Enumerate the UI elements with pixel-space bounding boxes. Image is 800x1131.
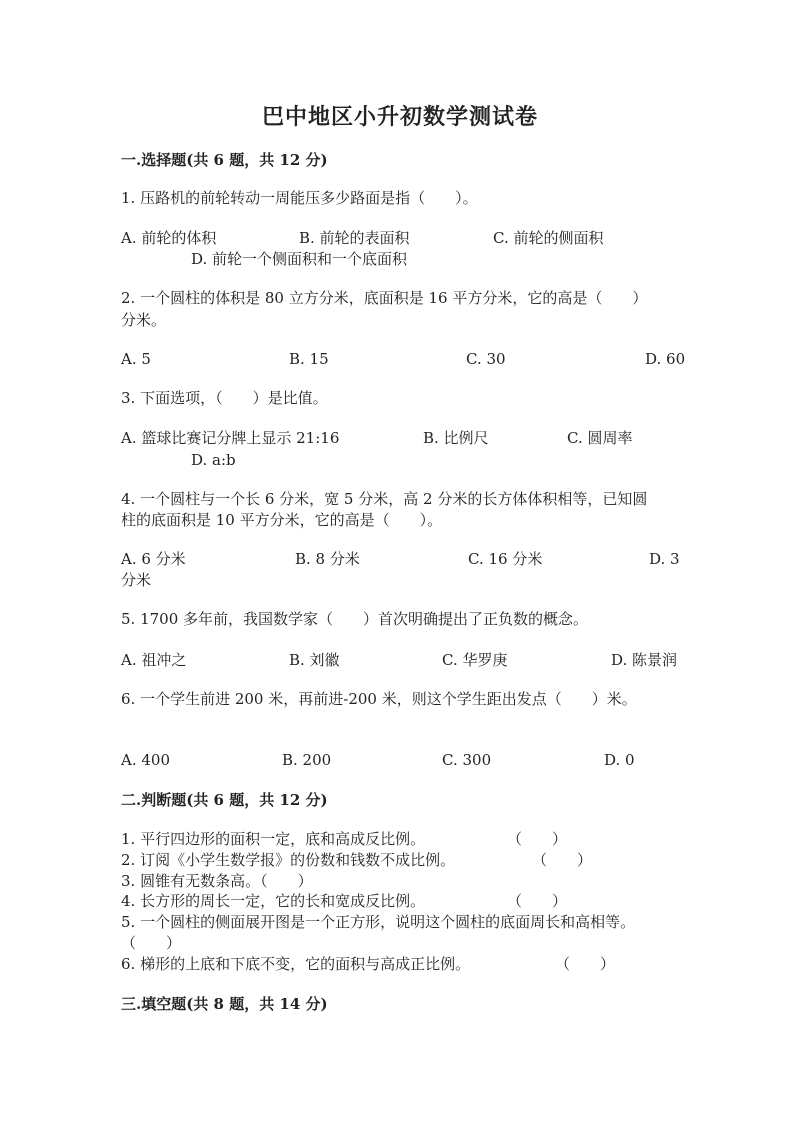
question-2-option-b: B. 15 [289,350,329,368]
judgement-item-2-blank: （ ） [532,851,593,869]
judgement-item-5: 5. 一个圆柱的侧面展开图是一个正方形，说明这个圆柱的底面周长和高相等。 [121,913,636,931]
question-6-option-c: C. 300 [442,751,492,769]
question-1-option-b: B. 前轮的表面积 [299,229,410,247]
question-1-option-a: A. 前轮的体积 [121,229,217,247]
judgement-item-4-blank: （ ） [507,892,568,910]
question-2-option-d: D. 60 [645,350,686,368]
judgement-item-5-blank: （ ） [121,934,182,952]
judgement-item-1: 1. 平行四边形的面积一定，底和高成反比例。 [121,830,426,848]
question-5-option-c: C. 华罗庚 [442,651,508,669]
question-4-stem-line2: 柱的底面积是 10 平方分米，它的高是（ ）。 [121,511,443,529]
question-2-option-c: C. 30 [466,350,506,368]
judgement-item-1-blank: （ ） [507,830,568,848]
question-6-option-a: A. 400 [121,751,170,769]
question-4-option-d-unit: 分米 [121,571,152,589]
question-6-option-b: B. 200 [282,751,332,769]
question-1-option-d: D. 前轮一个侧面积和一个底面积 [191,250,408,268]
question-4-option-a: A. 6 分米 [121,550,186,568]
section-heading-fill-blank: 三.填空题(共 8 题，共 14 分) [121,995,328,1013]
question-4-option-c: C. 16 分米 [468,550,543,568]
judgement-item-6: 6. 梯形的上底和下底不变，它的面积与高成正比例。 [121,955,471,973]
question-3-option-b: B. 比例尺 [423,429,489,447]
question-4-option-d: D. 3 [649,550,680,568]
question-3-stem: 3. 下面选项，（ ）是比值。 [121,389,328,407]
question-4-option-b: B. 8 分米 [295,550,360,568]
question-3-option-d: D. a:b [191,451,236,469]
question-5-option-a: A. 祖冲之 [121,651,187,669]
question-2-option-a: A. 5 [121,350,151,368]
page-title: 巴中地区小升初数学测试卷 [261,104,538,130]
section-heading-judgement: 二.判断题(共 6 题，共 12 分) [121,791,328,809]
judgement-item-3: 3. 圆锥有无数条高。（ ） [121,872,313,890]
question-3-option-a: A. 篮球比赛记分牌上显示 21:16 [121,429,340,447]
judgement-item-6-blank: （ ） [555,955,616,973]
question-3-option-c: C. 圆周率 [567,429,633,447]
judgement-item-4: 4. 长方形的周长一定，它的长和宽成反比例。 [121,892,426,910]
question-2-stem-line1: 2. 一个圆柱的体积是 80 立方分米，底面积是 16 平方分米，它的高是（ ） [121,289,648,307]
question-1-stem: 1. 压路机的前轮转动一周能压多少路面是指（ ）。 [121,189,478,207]
judgement-item-2: 2. 订阅《小学生数学报》的份数和钱数不成比例。 [121,851,456,869]
question-5-option-d: D. 陈景润 [611,651,678,669]
section-heading-choice: 一.选择题(共 6 题，共 12 分) [121,151,328,169]
question-5-stem: 5. 1700 多年前，我国数学家（ ）首次明确提出了正负数的概念。 [121,610,589,628]
question-5-option-b: B. 刘徽 [289,651,340,669]
question-1-option-c: C. 前轮的侧面积 [493,229,604,247]
question-6-stem: 6. 一个学生前进 200 米，再前进-200 米，则这个学生距出发点（ ）米。 [121,690,637,708]
question-6-option-d: D. 0 [604,751,635,769]
question-2-stem-line2: 分米。 [121,311,167,329]
question-4-stem-line1: 4. 一个圆柱与一个长 6 分米，宽 5 分米，高 2 分米的长方体体积相等，已知圆 [121,490,648,508]
